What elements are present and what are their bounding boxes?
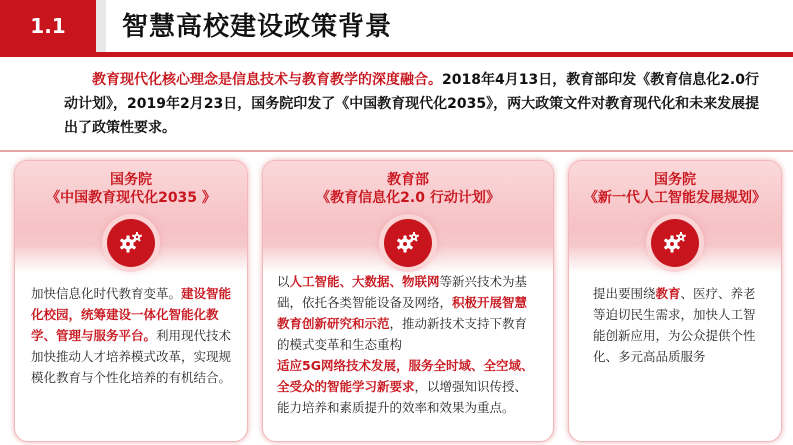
- gears-icon: [107, 219, 155, 267]
- policy-card-ai-plan: [568, 160, 782, 442]
- card-doc-title: 《教育信息化2.0 行动计划》: [316, 190, 500, 206]
- card-doc-title: 《新一代人工智能发展规划》: [584, 190, 766, 206]
- card-highlight: 适应5G网络技术发展，服务全时域、全空域、全受众的智能学习新要求: [277, 358, 534, 394]
- policy-card-state-council-2035: [14, 160, 248, 442]
- card-body: [31, 283, 237, 388]
- card-text: ，推动新技术支持下教育的模式变革和生态重构: [277, 316, 528, 352]
- card-highlight: 教育: [655, 286, 681, 301]
- card-text: 加快信息化时代教育变革。: [31, 286, 182, 301]
- card-highlight: 积极开展智慧教育创新研究和示范: [277, 295, 528, 331]
- card-org: 教育部: [387, 172, 429, 188]
- card-text: 等新兴技术为基础，依托各类智能设备及网络，: [277, 274, 528, 310]
- intro-highlight: 教育现代化核心理念是信息技术与教育教学的深度融合。: [92, 72, 442, 88]
- card-highlight: 人工智能、大数据、物联网: [289, 274, 440, 289]
- card-body: [593, 283, 759, 367]
- card-text: 以: [277, 274, 290, 289]
- card-text: 、医疗、养老等迫切民生需求，加快人工智能创新应用，为公众提供个性化、多元高品质服务: [593, 286, 756, 364]
- card-org: 国务院: [654, 172, 696, 188]
- section-divider: [0, 150, 793, 152]
- intro-text: 2018年4月13日，教育部印发《教育信息化2.0行动计划》，2019年2月23日，国务院印发了《中国教育现代化2035》，两大政策文件对教育现代化和未来发展提出了政策性要求。: [64, 72, 760, 136]
- card-doc-title: 《中国教育现代化2035 》: [46, 190, 216, 206]
- card-org: 国务院: [110, 172, 152, 188]
- policy-card-moe-2-0: [262, 160, 554, 442]
- gears-icon: [651, 219, 699, 267]
- card-text: 利用现代技术加快推动人才培养模式改革，实现规模化教育与个性化培养的有机结合。: [31, 328, 232, 385]
- title-rule: [0, 52, 793, 57]
- badge-stripe: [96, 0, 106, 52]
- card-text: ，以增强知识传授、能力培养和素质提升的效率和效果为重点。: [277, 379, 528, 415]
- intro-paragraph: [64, 68, 764, 140]
- gears-icon: [384, 219, 432, 267]
- section-number-badge: 1.1: [0, 0, 96, 52]
- card-highlight: 建设智能化校园，统筹建设一体化智能化教学、管理与服务平台。: [31, 286, 232, 343]
- card-body: [277, 271, 539, 418]
- card-text: 提出要围绕: [593, 286, 656, 301]
- page-title: 智慧高校建设政策背景: [122, 12, 393, 42]
